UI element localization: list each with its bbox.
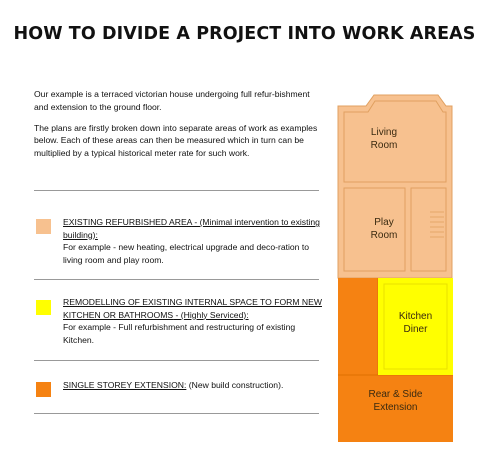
plan-existing-house [338,95,452,278]
label-kitchen-diner: Kitchen Diner [398,311,433,335]
legend-heading-extension: SINGLE STOREY EXTENSION: [63,380,187,390]
label-extension: Rear & Side Extension [368,389,423,413]
intro-paragraph-2: The plans are firstly broken down into separate areas of work as examples below. Each of these areas can then be measured which in turn can be multiplied by a typical historical meter rate for such work. [34,122,318,158]
label-play-room: Play Room [370,217,398,241]
page-title: HOW TO DIVIDE A PROJECT INTO WORK AREAS [13,24,476,44]
legend-body-refurbished: For example - new heating, electrical upgrade and deco-ration to living room and play room. [63,242,310,265]
legend-body-remodelled: For example - Full refurbishment and restructuring of existing Kitchen. [63,322,296,345]
intro-paragraph-1: Our example is a terraced victorian house undergoing full refur-bishment and extension to the ground floor. [34,89,310,112]
label-living-room: Living Room [370,127,398,151]
legend-heading-refurbished: EXISTING REFURBISHED AREA - (Minimal intervention to existing building): [63,217,320,240]
legend-heading-remodelled: REMODELLING OF EXISTING INTERNAL SPACE TO FORM NEW KITCHEN OR BATHROOMS - (Highly Serviced): [63,297,322,320]
legend-note-extension: (New build construction). [186,380,284,390]
